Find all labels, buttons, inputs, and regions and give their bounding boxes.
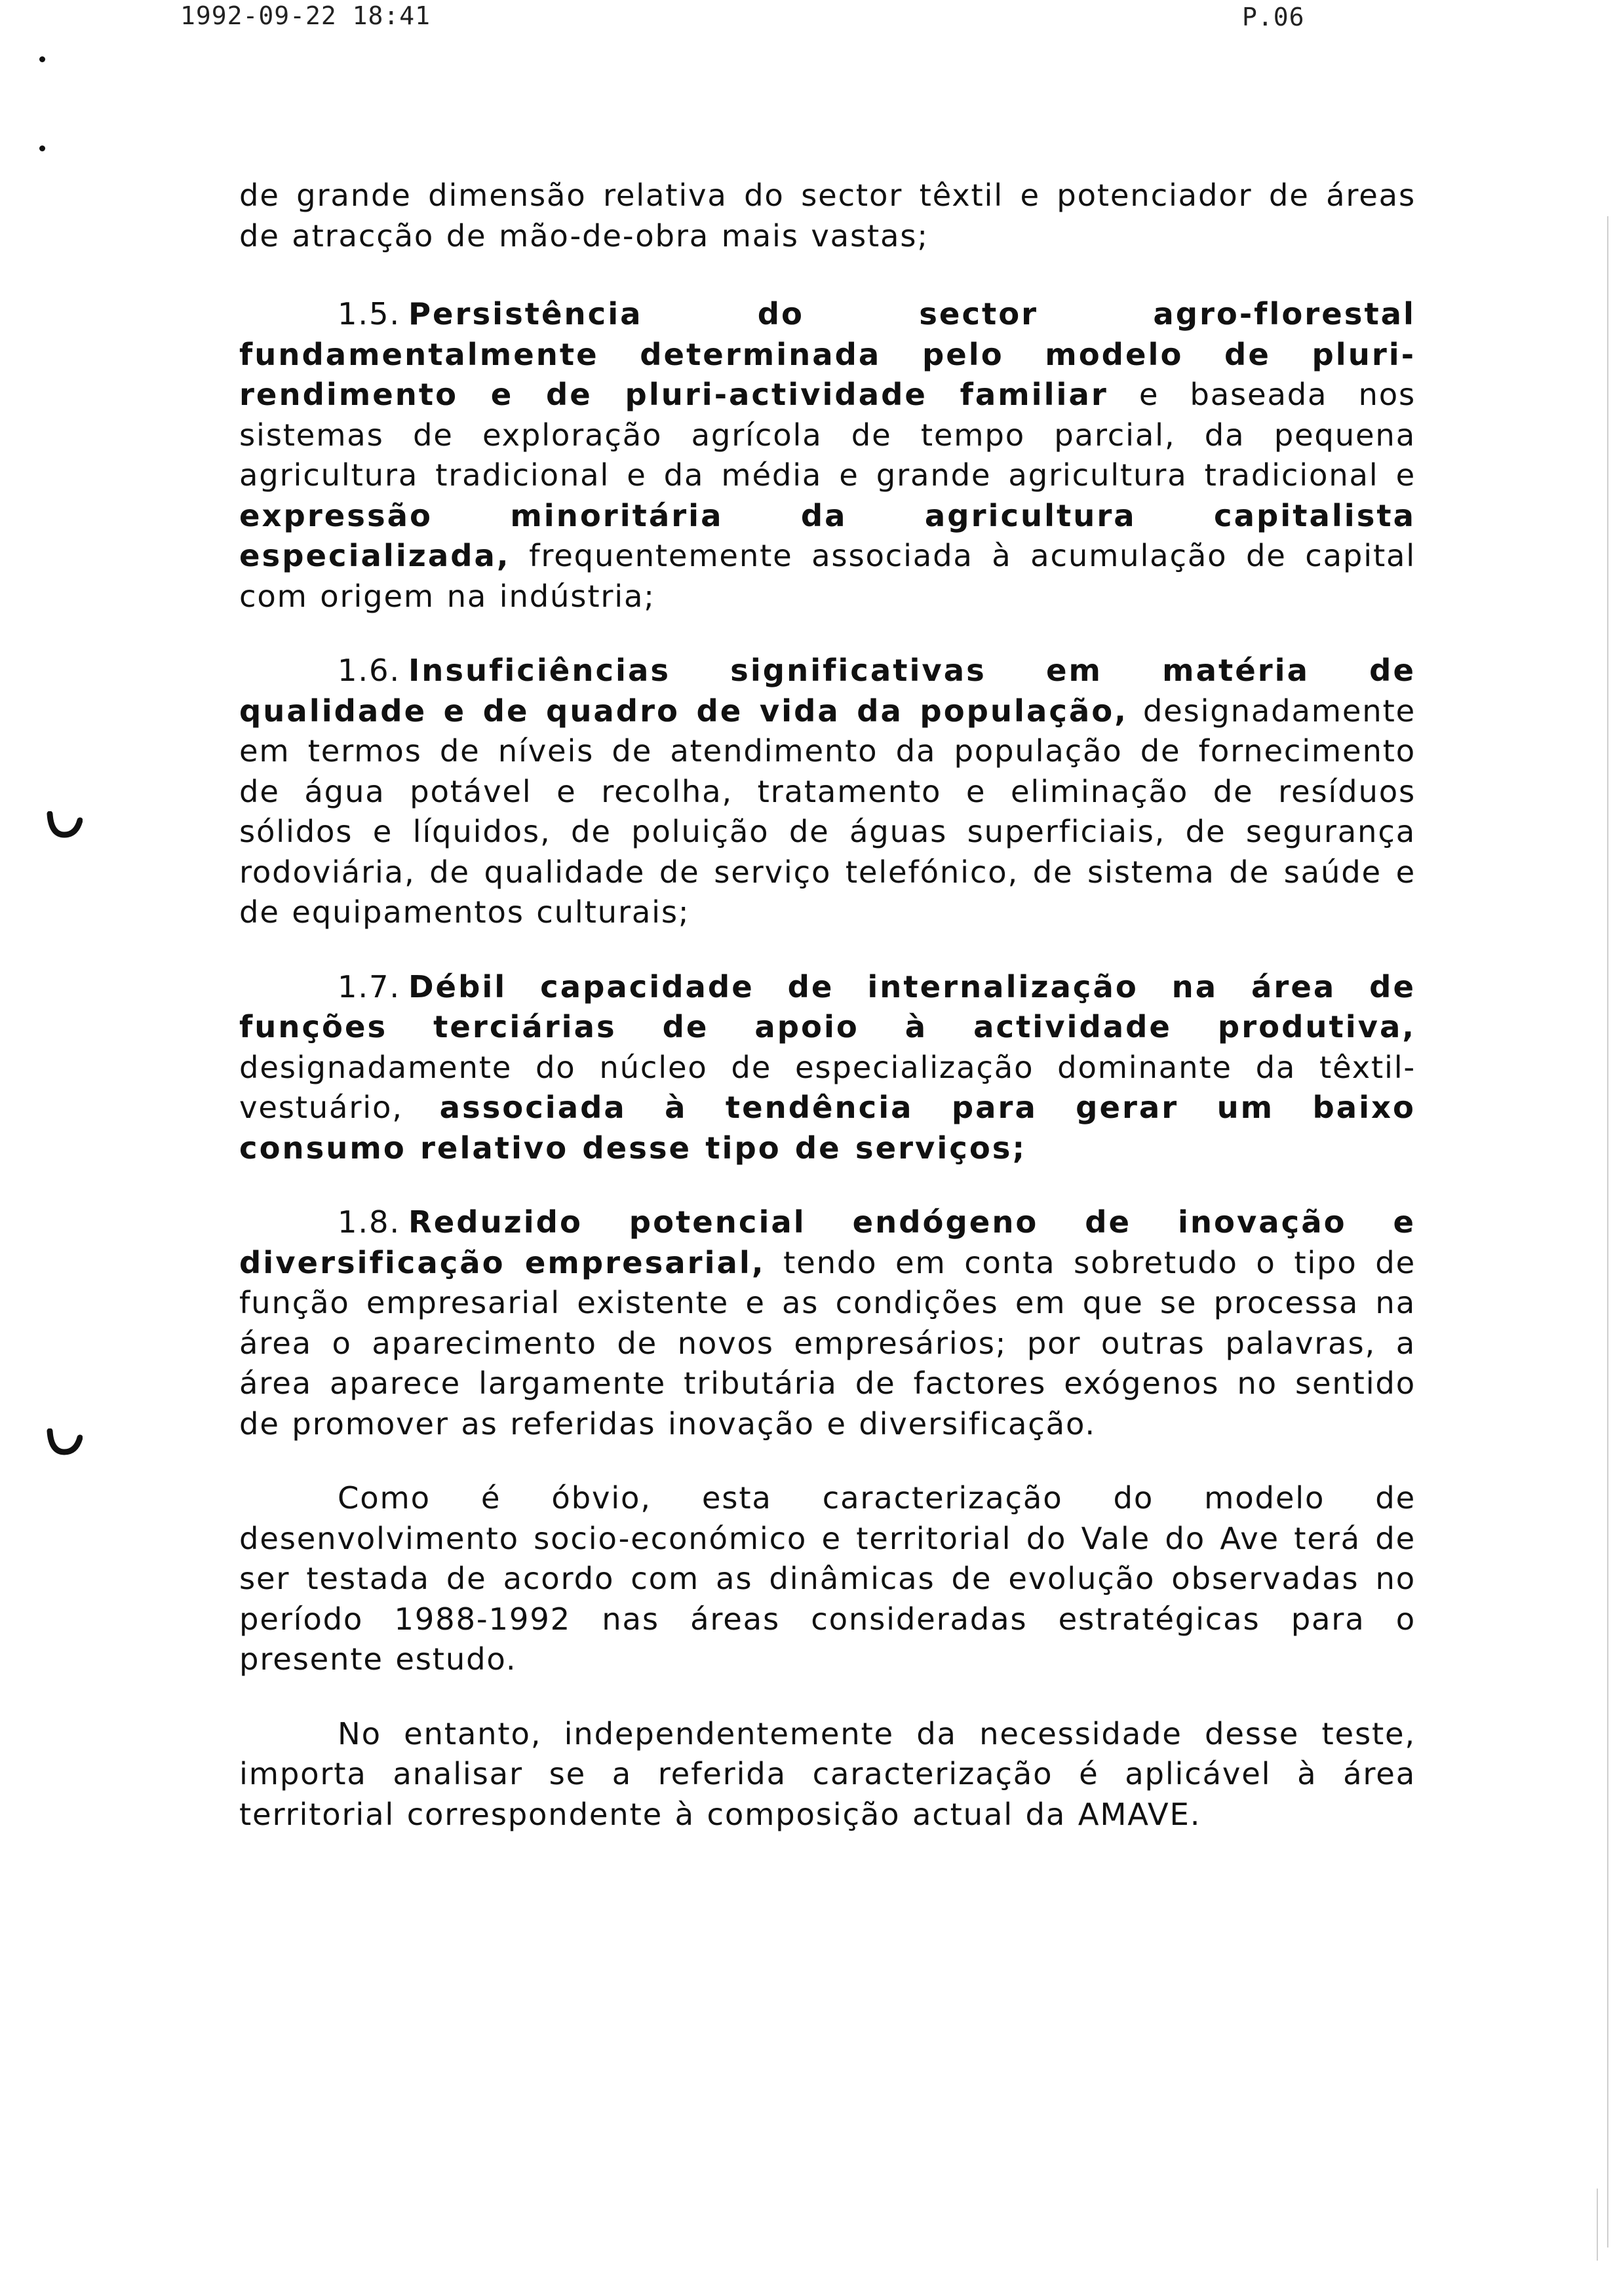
fax-timestamp: 1992-09-22 18:41 (180, 1, 431, 30)
bold-run: associada à tendência para gerar um baixo consumo relativo desse tipo de serviços; (239, 1090, 1416, 1166)
text-run: e baseada nos sistemas de exploração agrícola de tempo parcial, da pequena agricultura tradicional e da média e grande agricultura tradicional e (239, 377, 1416, 493)
bold-run: Persistência do sector agro-florestal fundamentalmente determinada pelo modelo de pluri-rendimento e de pluri-actividade familiar (239, 296, 1416, 412)
text-run: No entanto, independentemente da necessidade desse teste, importa analisar se a referida caracterização é aplicável à área territorial correspondente à composição actual da AMAVE. (239, 1715, 1416, 1832)
paragraph-number: 1.7. (338, 968, 400, 1004)
paragraph-1-6 (239, 651, 1416, 933)
text-run: de grande dimensão relativa do sector têxtil e potenciador de áreas de atracção de mão-de-obra mais vastas; (239, 178, 1416, 254)
paragraph-number: 1.6. (338, 653, 400, 688)
paragraph-number: 1.5. (338, 296, 400, 332)
text-run: Como é óbvio, esta caracterização do modelo de desenvolvimento socio-económico e territorial do Vale do Ave terá de ser testada de acordo com as dinâmicas de evolução observadas no período 1988-1992 nas áreas consideradas estratégicas para o presente estudo. (239, 1480, 1416, 1677)
paragraph-continuation (239, 176, 1416, 256)
fax-page-number: P.06 (1242, 3, 1305, 31)
text-run: designadamente em termos de níveis de atendimento da população de fornecimento de água potável e recolha, tratamento e eliminação de resíduos sólidos e líquidos, de poluição de águas superficiais, de segurança rodoviária, de qualidade de serviço telefónico, de sistema de saúde e de equipamentos culturais; (239, 693, 1416, 930)
bold-run: expressão minoritária da agricultura capitalista especializada, (239, 497, 1416, 573)
paragraph-1-5 (239, 294, 1416, 617)
paragraph-como-e-obvio (239, 1478, 1416, 1680)
bold-run: Débil capacidade de internalização na área de funções terciárias de apoio à actividade produtiva, (239, 968, 1416, 1044)
text-run: tendo em conta sobretudo o tipo de função empresarial existente e as condições em que se processa na área o aparecimento de novos empresários; por outras palavras, a área aparece largamente tributária de factores exógenos no sentido de promover as referidas inovação e diversificação. (239, 1244, 1416, 1442)
paragraph-1-8 (239, 1202, 1416, 1444)
scan-edge-line (1607, 216, 1608, 2248)
text-run: frequentemente associada à acumulação de capital com origem na indústria; (239, 538, 1416, 614)
paragraph-1-7 (239, 967, 1416, 1169)
bold-run: Insuficiências significativas em matéria de qualidade e de quadro de vida da população, (239, 653, 1416, 729)
paragraph-no-entanto (239, 1714, 1416, 1835)
bold-run: Reduzido potencial endógeno de inovação e diversificação empresarial, (239, 1204, 1416, 1280)
fax-header (0, 0, 1615, 39)
punch-hole-mark (46, 811, 83, 839)
scan-edge-line (1597, 2189, 1598, 2261)
paragraph-number: 1.8. (338, 1204, 400, 1240)
document-body (239, 176, 1416, 1869)
scan-dot (39, 56, 45, 62)
scan-dot (39, 145, 45, 151)
punch-hole-mark (46, 1428, 83, 1456)
text-run: designadamente do núcleo de especialização dominante da têxtil-vestuário, (239, 1049, 1416, 1125)
